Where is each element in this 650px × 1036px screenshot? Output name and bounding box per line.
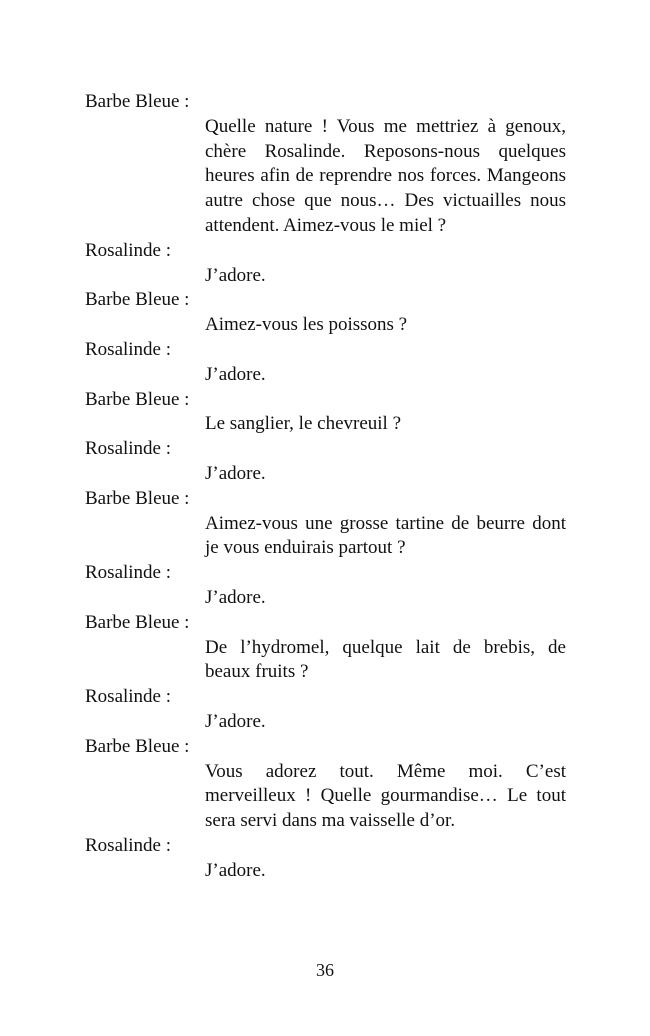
dialogue xyxy=(85,90,566,884)
dialogue-line: De l’hydromel, quelque lait de brebis, de beaux fruits ? xyxy=(205,636,566,683)
speaker-name: Barbe Bleue : xyxy=(85,611,190,633)
dialogue-line: Aimez-vous les poissons ? xyxy=(205,314,408,336)
dialogue-line: Aimez-vous une grosse tartine de beurre dont je vous enduirais partout ? xyxy=(205,512,566,559)
speaker-name: Barbe Bleue : xyxy=(85,487,190,509)
dialogue-line: Vous adorez tout. Même moi. C’est merveilleux ! Quelle gourmandise… Le tout sera servi dans ma vaisselle d’or. xyxy=(205,760,566,832)
page-number: 36 xyxy=(316,960,334,980)
dialogue-line: J’adore. xyxy=(205,462,266,484)
speaker-name: Barbe Bleue : xyxy=(85,735,190,757)
speaker-name: Rosalinde : xyxy=(85,438,172,460)
speaker-name: Barbe Bleue : xyxy=(85,388,190,410)
dialogue-line: Quelle nature ! Vous me mettriez à genoux, chère Rosalinde. Reposons-nous quelques heures afin de reprendre nos forces. Mangeons autre chose que nous… Des victuailles nous attendent. Aimez-vous le miel ? xyxy=(205,115,566,236)
dialogue-line: J’adore. xyxy=(205,859,266,881)
speaker-name: Rosalinde : xyxy=(85,338,172,360)
speaker-name: Rosalinde : xyxy=(85,834,172,856)
speaker-name: Rosalinde : xyxy=(85,686,172,708)
speaker-name: Barbe Bleue : xyxy=(85,91,190,112)
dialogue-line: Le sanglier, le chevreuil ? xyxy=(205,413,402,435)
dialogue-line: J’adore. xyxy=(205,586,266,608)
speaker-name: Rosalinde : xyxy=(85,239,172,261)
dialogue-line: J’adore. xyxy=(205,710,266,732)
speaker-name: Rosalinde : xyxy=(85,562,172,584)
dialogue-line: J’adore. xyxy=(205,363,266,385)
dialogue-line: J’adore. xyxy=(205,264,266,286)
speaker-name: Barbe Bleue : xyxy=(85,289,190,311)
